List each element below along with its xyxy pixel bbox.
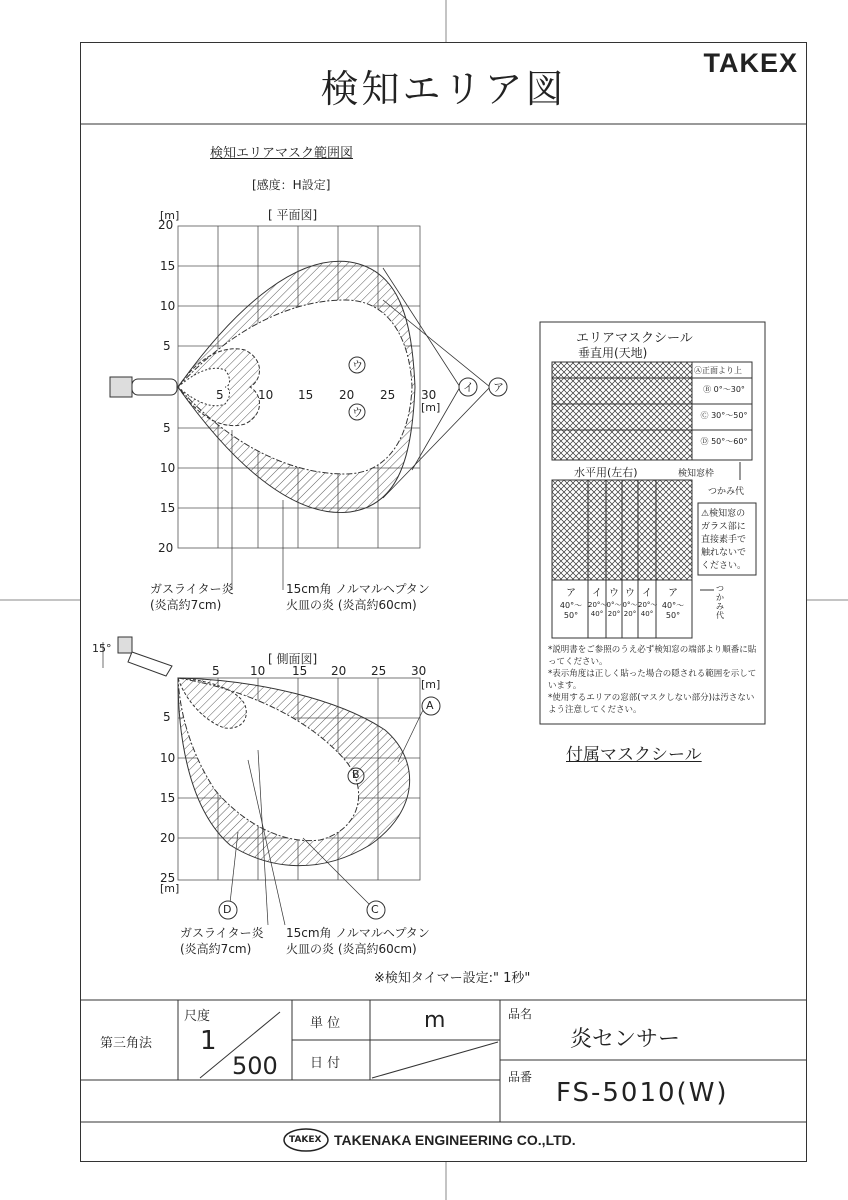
side-xunit: [m] [421,678,441,691]
side-xtick: 20 [331,664,347,678]
plan-unit: [m] [160,209,180,222]
side-xtick: 15 [292,664,308,678]
mask-grip: つかみ代 [708,487,745,497]
zone-B-label: B [352,768,360,781]
mask-hangle: 20°〜40° [588,601,608,618]
mask-horizontal: 水平用(左右) [574,466,638,479]
product-name: 炎センサー [570,1027,681,1052]
plan-note-heptane-height: 火皿の炎 (炎高約60cm) [286,598,417,612]
zone-a-label: ア [493,381,504,394]
zone-u-label: ウ [352,359,363,372]
brand-logo: TAKEX [703,48,798,78]
side-xtick: 25 [371,664,387,678]
side-note-heptane-height: 火皿の炎 (炎高約60cm) [286,942,417,956]
plan-ytick: 20 [158,541,174,555]
scale-numerator: 1 [200,1026,217,1056]
mask-hcol: イ [642,588,652,599]
mask-hcol: ア [566,588,576,599]
mask-vlabel: Ⓐ正面より上 [694,366,742,375]
zone-C-label: C [371,903,379,916]
side-note-lighter: ガスライター炎 [180,926,264,940]
plan-xtick: 25 [380,388,396,402]
side-view-label: [ 側面図] [268,652,318,666]
company-name: TAKENAKA ENGINEERING CO.,LTD. [334,1132,576,1148]
mask-hcol: ウ [625,588,635,599]
side-ytick: 10 [160,751,176,765]
plan-ytick: 15 [160,259,176,273]
plan-ytick: 15 [160,501,176,515]
plan-ytick: 5 [163,421,171,435]
product-number: FS-5010(W) [556,1078,729,1108]
side-note-lighter-height: (炎高約7cm) [180,942,252,956]
mask-hangle: 20°〜40° [638,601,658,618]
side-xtick: 30 [411,664,427,678]
unit-value: m [424,1008,446,1033]
plan-xunit: [m] [421,401,441,414]
mask-grip-vertical: つかみ代 [716,584,724,620]
mask-notes: *説明書をご参照のうえ必ず検知窓の端部より順番に貼ってください。 *表示角度は正しく貼った場合の隠される範囲を示しています。 *使用するエリアの窓部(マスクしない部分)は汚さないよう注意してください。 [548,645,757,715]
mask-vlabel: Ⓒ 30°〜50° [700,411,748,420]
mask-vlabel: Ⓓ 50°〜60° [700,437,748,446]
side-xtick: 5 [212,664,220,678]
mask-hangle: 40°〜50° [559,601,583,620]
plan-note-lighter-height: (炎高約7cm) [150,598,222,612]
side-ytick: 20 [160,831,176,845]
plan-note-lighter: ガスライター炎 [150,582,234,596]
timer-note: ※検知タイマー設定:" 1秒" [374,971,531,986]
side-xtick: 10 [250,664,266,678]
mask-hcol: イ [592,588,602,599]
mask-hangle: 40°〜50° [661,601,685,620]
side-note-heptane: 15cm角 ノルマルヘプタン [286,926,430,940]
mask-hcol: ウ [609,588,619,599]
scale-denominator: 500 [232,1052,278,1080]
company-logo: TAKEX [289,1135,322,1145]
zone-A-label: A [426,699,434,712]
plan-xtick: 30 [421,388,437,402]
mask-caption: 付属マスクシール [566,745,702,765]
mask-hangle: 0°〜20° [606,601,622,618]
date-label: 日 付 [310,1056,341,1071]
mask-warning: ⚠検知窓の ガラス部に 直接素手で 触れないで ください。 [701,509,747,571]
plan-xtick: 15 [298,388,314,402]
plan-view-label: [ 平面図] [268,208,318,222]
sensitivity-label: [感度：H設定] [252,178,331,192]
mask-vlabel: Ⓑ 0°〜30° [703,385,745,394]
zone-i-label: イ [463,381,474,394]
product-name-label: 品名 [508,1007,533,1021]
scale-label: 尺度 [184,1009,211,1024]
mask-hangle: 0°〜20° [622,601,638,618]
plan-note-heptane: 15cm角 ノルマルヘプタン [286,582,430,596]
side-yunit: [m] [160,882,180,895]
product-number-label: 品番 [508,1070,533,1084]
plan-ytick: 10 [160,299,176,313]
side-ytick: 25 [160,871,176,885]
plan-ytick: 5 [163,339,171,353]
mask-hcol: ア [668,588,678,599]
side-ytick: 5 [163,710,171,724]
zone-D-label: D [223,903,232,916]
unit-label: 単 位 [310,1016,341,1031]
page-title: 検知エリア図 [320,67,567,111]
plan-xtick: 20 [339,388,355,402]
tilt-angle: 15° [92,642,112,655]
mask-window-frame: 検知窓枠 [678,469,715,479]
plan-ytick: 10 [160,461,176,475]
side-ytick: 15 [160,791,176,805]
zone-u-label: ウ [352,406,363,419]
mask-title: エリアマスクシール [576,331,693,346]
plan-xtick: 5 [216,388,224,402]
mask-vertical: 垂直用(天地) [578,346,648,360]
plan-ytick: 20 [158,218,174,232]
projection-method: 第三角法 [100,1036,153,1051]
diagram-subtitle: 検知エリアマスク範囲図 [210,146,354,161]
plan-xtick: 10 [258,388,274,402]
